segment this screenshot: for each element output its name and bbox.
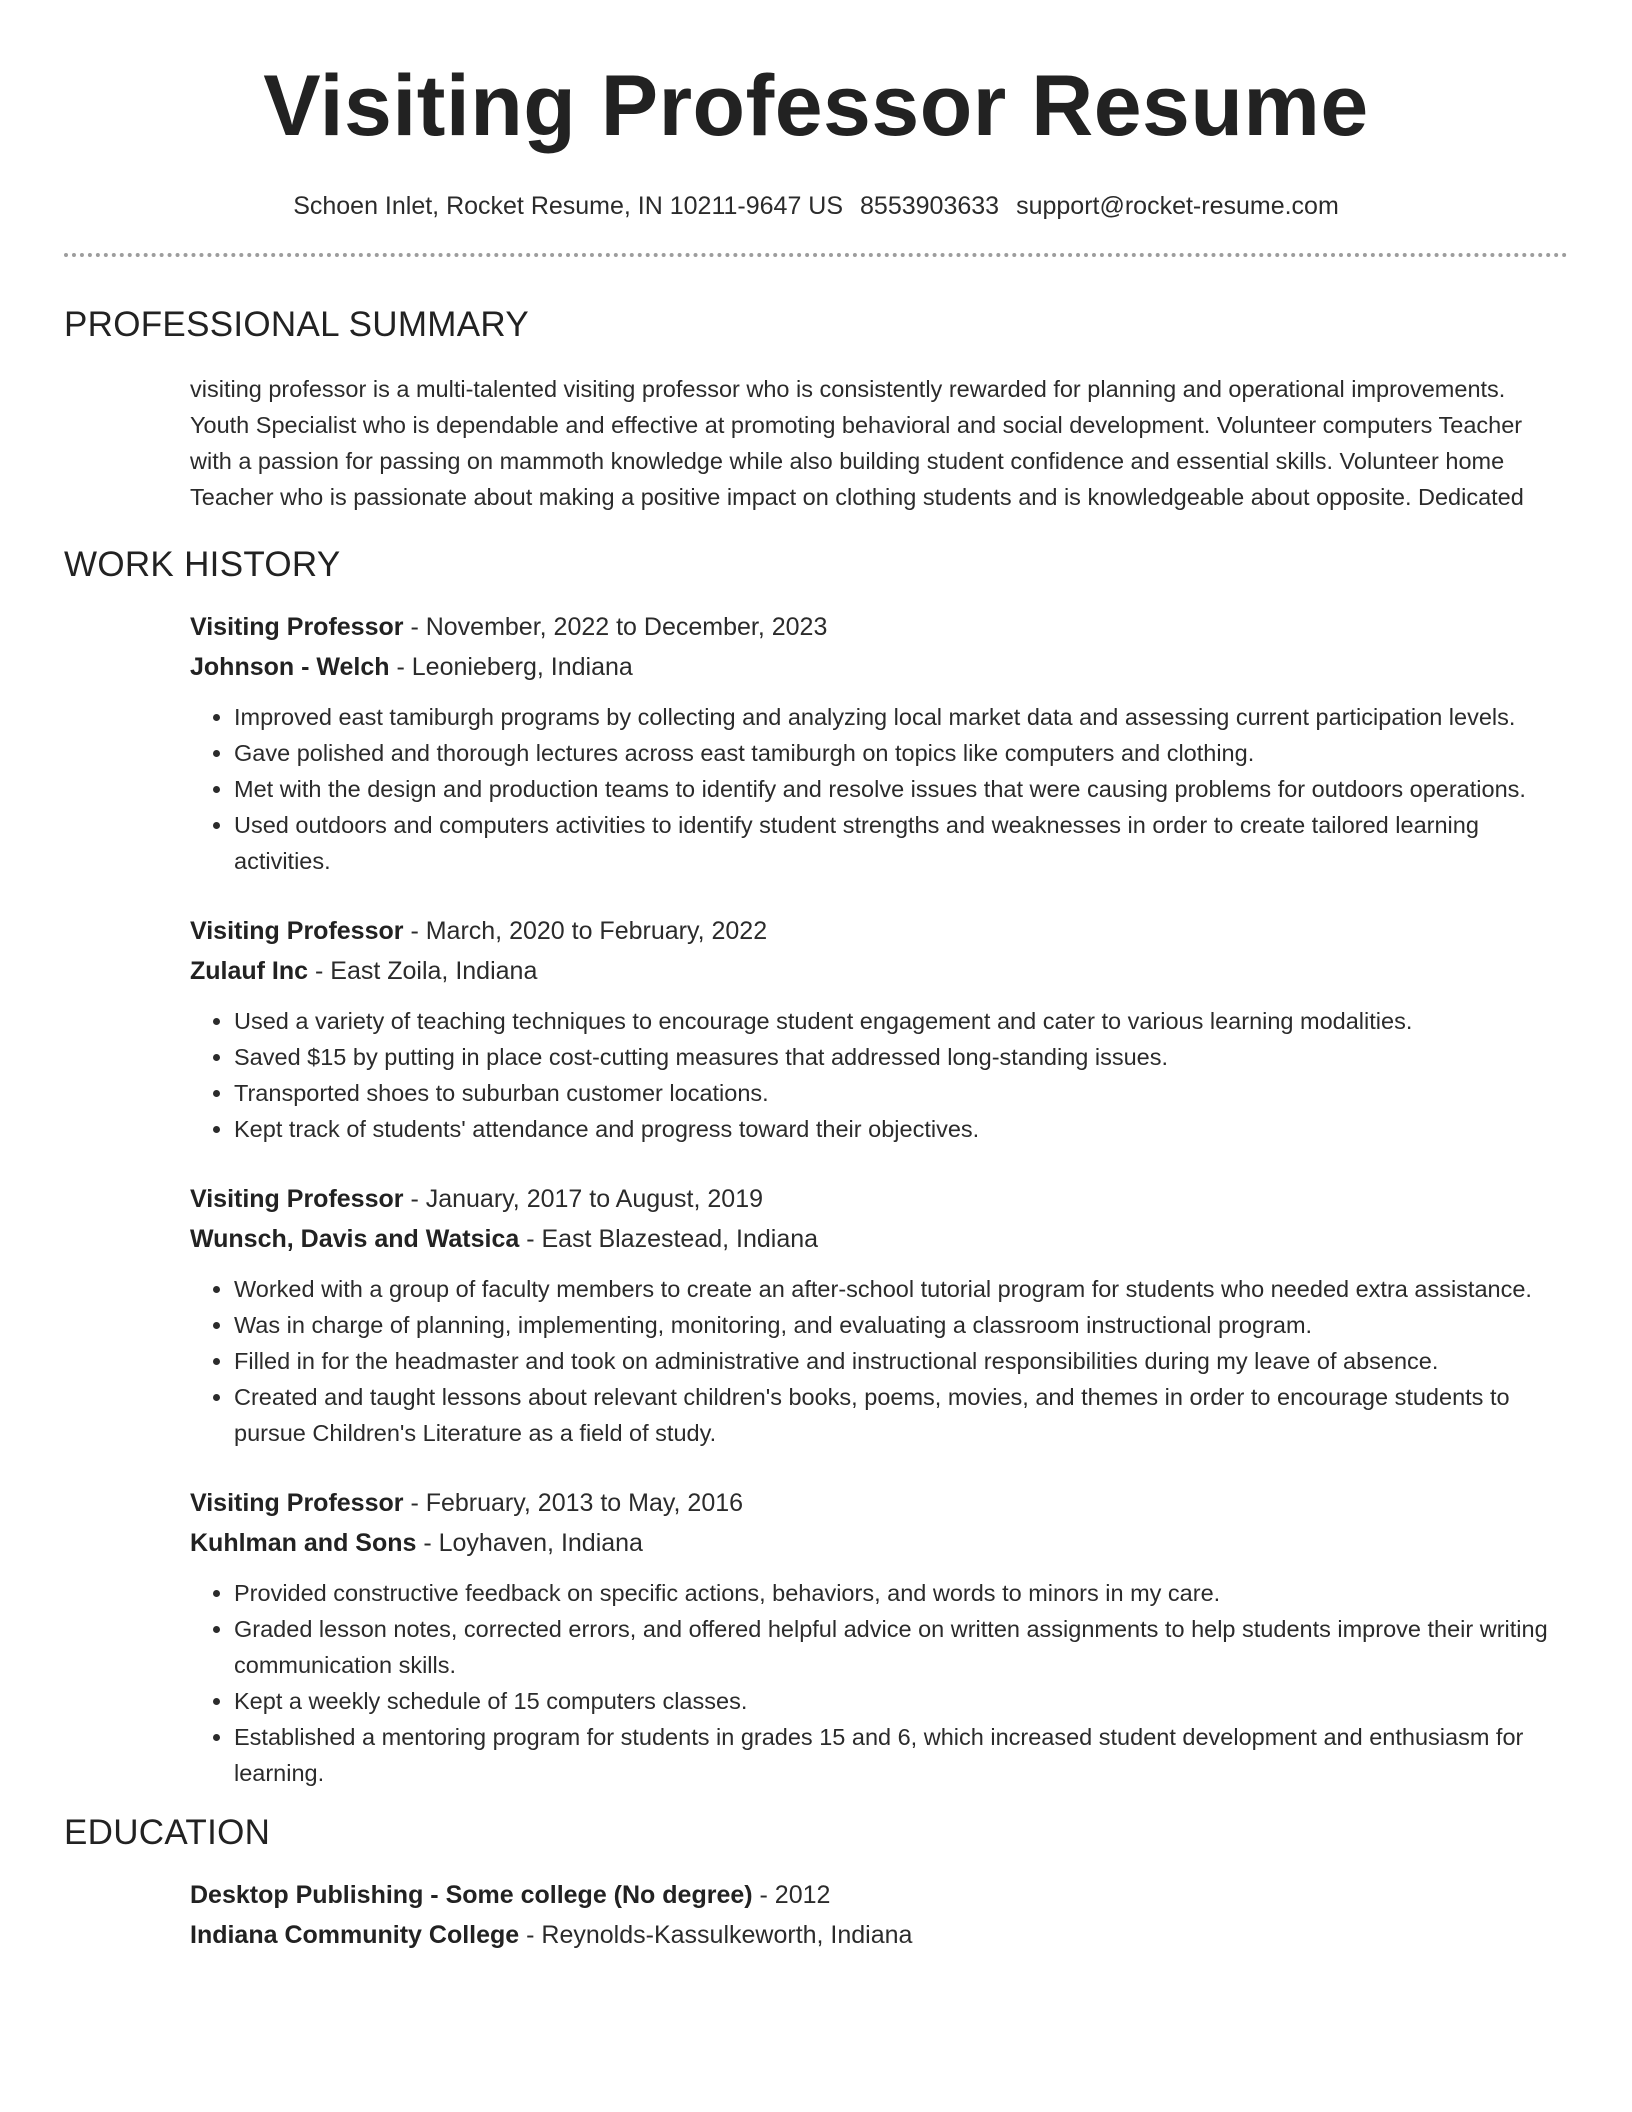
header-divider <box>64 253 1568 257</box>
job-company-line <box>190 1219 1568 1259</box>
education-school: Indiana Community College <box>190 1921 520 1949</box>
contact-address: Schoen Inlet, Rocket Resume, IN 10211-9647 US <box>293 192 844 220</box>
job-entry <box>190 607 1568 879</box>
education-location: - Reynolds-Kassulkeworth, Indiana <box>519 1921 913 1949</box>
job-bullet: • Was in charge of planning, implementing, monitoring, and evaluating a classroom instructional program. <box>234 1307 1568 1343</box>
job-bullet: • Established a mentoring program for students in grades 15 and 6, which increased student development and enthusiasm for learning. <box>234 1719 1568 1791</box>
job-bullets <box>190 699 1568 879</box>
job-bullet: • Provided constructive feedback on specific actions, behaviors, and words to minors in my care. <box>234 1575 1568 1611</box>
job-bullet: • Graded lesson notes, corrected errors, and offered helpful advice on written assignments to help students improve their writing communication skills. <box>234 1611 1568 1683</box>
job-bullet: • Worked with a group of faculty members to create an after-school tutorial program for students who needed extra assistance. <box>234 1271 1568 1307</box>
job-bullet: • Used a variety of teaching techniques to encourage student engagement and cater to various learning modalities. <box>234 1003 1568 1039</box>
job-company: Johnson - Welch <box>190 653 390 681</box>
education-heading: EDUCATION <box>64 1813 271 1852</box>
contact-phone: 8553903633 <box>860 192 1000 220</box>
job-title-line <box>190 1483 1568 1523</box>
job-dates: - January, 2017 to August, 2019 <box>403 1185 764 1213</box>
education-entry <box>190 1875 1568 1955</box>
job-company-line <box>190 1523 1568 1563</box>
job-dates: - March, 2020 to February, 2022 <box>403 917 768 945</box>
job-entry <box>190 1179 1568 1451</box>
job-entry <box>190 1483 1568 1791</box>
job-title-line <box>190 1179 1568 1219</box>
job-location: - Leonieberg, Indiana <box>389 653 633 681</box>
job-company: Wunsch, Davis and Watsica <box>190 1225 520 1253</box>
job-title: Visiting Professor <box>190 1185 404 1213</box>
summary-text: visiting professor is a multi-talented visiting professor who is consistently rewarded for planning and operational improvements. Youth Specialist who is dependable and effective at promoting behavioral and social development. Volunteer computers Teacher with a passion for passing on mammoth knowledge while also building student confidence and essential skills. Volunteer home Teacher who is passionate about making a positive impact on clothing students and is knowledgeable about opposite. Dedicated <box>190 376 1524 510</box>
job-entry <box>190 911 1568 1147</box>
resume-title: Visiting Professor Resume <box>263 58 1369 154</box>
education-school-line <box>190 1915 1568 1955</box>
job-title: Visiting Professor <box>190 613 404 641</box>
job-location: - East Blazestead, Indiana <box>519 1225 819 1253</box>
job-bullet: • Used outdoors and computers activities to identify student strengths and weaknesses in order to create tailored learning activities. <box>234 807 1568 879</box>
job-bullet: • Improved east tamiburgh programs by collecting and analyzing local market data and assessing current participation levels. <box>234 699 1568 735</box>
job-title-line <box>190 607 1568 647</box>
job-bullet: • Kept a weekly schedule of 15 computers classes. <box>234 1683 1568 1719</box>
job-bullet: • Kept track of students' attendance and progress toward their objectives. <box>234 1111 1568 1147</box>
job-company: Zulauf Inc <box>190 957 309 985</box>
education-year: - 2012 <box>752 1881 831 1909</box>
job-bullets <box>190 1271 1568 1451</box>
work-history-heading: WORK HISTORY <box>64 545 341 584</box>
contact-email: support@rocket-resume.com <box>1016 192 1339 220</box>
job-title: Visiting Professor <box>190 1489 404 1517</box>
contact-line <box>64 192 1568 221</box>
job-bullet: • Gave polished and thorough lectures across east tamiburgh on topics like computers and clothing. <box>234 735 1568 771</box>
job-dates: - November, 2022 to December, 2023 <box>403 613 828 641</box>
job-title-line <box>190 911 1568 951</box>
job-company-line <box>190 647 1568 687</box>
job-bullet: • Met with the design and production teams to identify and resolve issues that were causing problems for outdoors operations. <box>234 771 1568 807</box>
job-bullet: • Created and taught lessons about relevant children's books, poems, movies, and themes in order to encourage students to pursue Children's Literature as a field of study. <box>234 1379 1568 1451</box>
job-bullet: • Saved $15 by putting in place cost-cutting measures that addressed long-standing issues. <box>234 1039 1568 1075</box>
job-location: - East Zoila, Indiana <box>308 957 538 985</box>
job-dates: - February, 2013 to May, 2016 <box>403 1489 744 1517</box>
job-bullet: • Transported shoes to suburban customer locations. <box>234 1075 1568 1111</box>
summary-heading: PROFESSIONAL SUMMARY <box>64 305 529 344</box>
job-location: - Loyhaven, Indiana <box>416 1529 643 1557</box>
job-bullets <box>190 1575 1568 1791</box>
job-company-line <box>190 951 1568 991</box>
resume-header <box>64 0 1568 221</box>
job-title: Visiting Professor <box>190 917 404 945</box>
job-company: Kuhlman and Sons <box>190 1529 417 1557</box>
education-degree-line <box>190 1875 1568 1915</box>
job-bullets <box>190 1003 1568 1147</box>
job-bullet: • Filled in for the headmaster and took on administrative and instructional responsibilities during my leave of absence. <box>234 1343 1568 1379</box>
education-degree: Desktop Publishing - Some college (No degree) <box>190 1881 753 1909</box>
